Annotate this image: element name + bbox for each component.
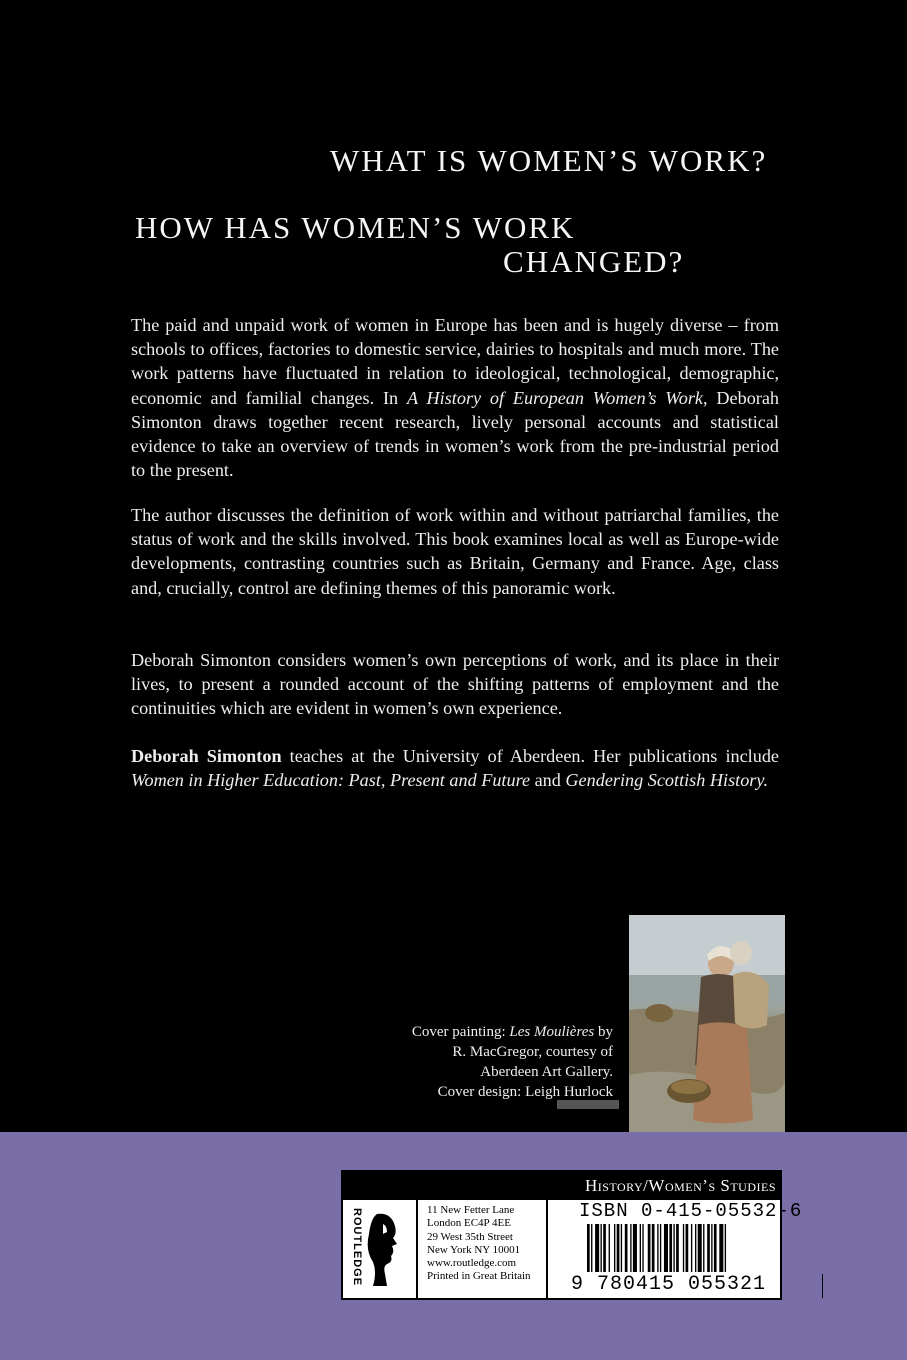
cover-credit: Cover painting: Les Moulières by R. MacGregor, courtesy of Aberdeen Art Gallery. Cover design: Leigh Hurlock	[411, 1024, 613, 1100]
cover-painting-image	[629, 915, 785, 1132]
address-line: New York NY 10001	[427, 1243, 521, 1256]
secondary-question-heading-line2: CHANGED?	[503, 244, 685, 279]
publisher-address	[427, 1204, 531, 1284]
secondary-question-heading-line1: HOW HAS WOMEN’S WORK	[135, 210, 576, 245]
publication-title-2: Gendering Scottish History.	[565, 770, 768, 791]
routledge-logo	[343, 1200, 418, 1298]
barcode-digits: 9 780415 055321	[571, 1273, 767, 1296]
blurb-paragraph-2: The author discusses the definition of work within and without patriarchal families, the status of work and the skills involved. This book examines local as well as Europe-wide developments, contrasting countries such as Britain, Germany and France. Age, class and, crucially, control are defining themes of this panoramic work.	[131, 505, 779, 598]
address-line: 29 West 35th Street	[427, 1230, 513, 1243]
publisher-info-box	[341, 1170, 803, 1300]
blurb-paragraph-1: The paid and unpaid work of women in Europe has been and is hugely diverse – from schools to offices, factories to domestic service, dairies to hospitals and much more. The work patterns have fluctuated in relation to ideological, technological, demographic, economic and familial changes. In A History of European Women’s Work, Deborah Simonton draws together recent research, lively personal accounts and statistical evidence to take an overview of trends in women’s work from the pre-industrial period to the present.	[131, 315, 780, 481]
main-question-heading: WHAT IS WOMEN’S WORK?	[330, 143, 768, 178]
publisher-name: ROUTLEDGE	[351, 1208, 363, 1287]
subject-category: History/Women’s Studies	[584, 1176, 776, 1195]
publication-title-1: Women in Higher Education: Past, Present and Future	[131, 770, 531, 791]
divider	[546, 1200, 548, 1298]
edge-tick	[822, 1274, 823, 1298]
author-name: Deborah Simonton	[131, 746, 282, 766]
address-line: 11 New Fetter Lane	[427, 1204, 515, 1216]
isbn-number: ISBN 0-415-05532-6	[579, 1200, 803, 1222]
blurb-paragraph-3: Deborah Simonton considers women’s own perceptions of work, and its place in their lives, to present a rounded account of the shifting patterns of employment and the continuities which are evident in women’s own experience.	[131, 650, 779, 719]
painting-title: Les Moulières	[509, 1024, 595, 1040]
address-line: London EC4P 4EE	[427, 1217, 511, 1230]
category-bar	[343, 1172, 780, 1200]
printed-in: Printed in Great Britain	[427, 1270, 531, 1283]
barcode-icon	[587, 1224, 773, 1272]
author-bio: Deborah Simonton teaches at the University of Aberdeen. Her publications include Women in Higher Education: Past, Present and Future and Gendering Scottish History.	[131, 746, 779, 791]
book-title: A History of European Women’s Work	[406, 387, 704, 408]
publisher-website: www.routledge.com	[427, 1257, 517, 1270]
credit-underline-bar	[557, 1100, 619, 1109]
